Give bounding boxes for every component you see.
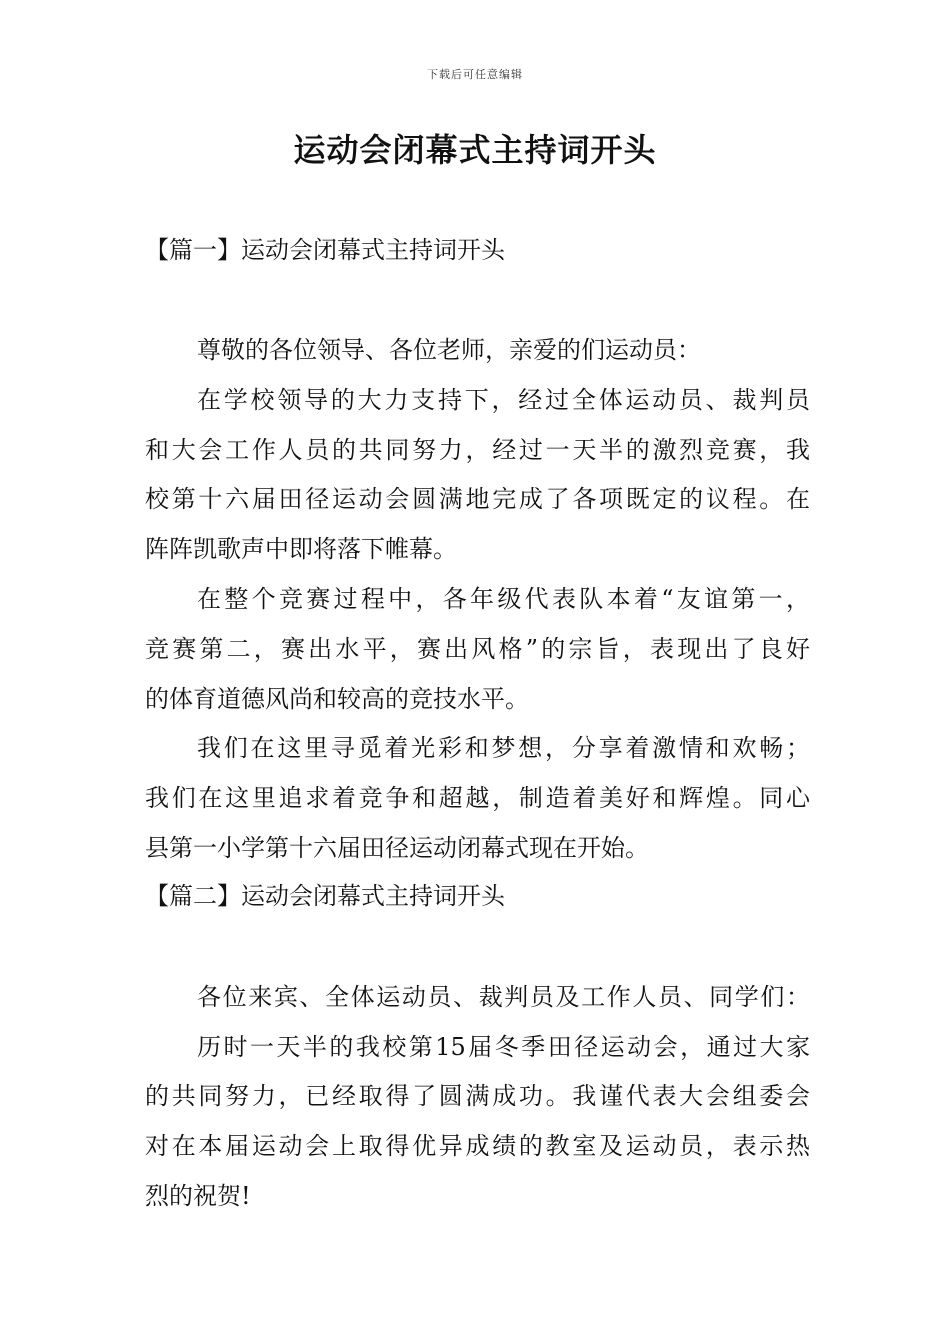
paragraph-line: 我们在这里追求着竞争和超越，制造着美好和辉煌。同心 bbox=[145, 784, 810, 812]
paragraph-line: 和大会工作人员的共同努力，经过一天半的激烈竞赛，我 bbox=[145, 436, 810, 464]
paragraph-line: 我们在这里寻觅着光彩和梦想，分享着激情和欢畅； bbox=[197, 734, 810, 762]
paragraph-line: 县第一小学第十六届田径运动闭幕式现在开始。 bbox=[145, 834, 649, 862]
document-title: 运动会闭幕式主持词开头 bbox=[293, 131, 657, 169]
paragraph-line: 对在本届运动会上取得优异成绩的教室及运动员，表示热 bbox=[145, 1132, 810, 1160]
salutation-2: 各位来宾、全体运动员、裁判员及工作人员、同学们： bbox=[197, 983, 810, 1011]
section-heading-1: 【篇一】运动会闭幕式主持词开头 bbox=[145, 236, 505, 264]
section-heading-2: 【篇二】运动会闭幕式主持词开头 bbox=[145, 882, 505, 910]
salutation-1: 尊敬的各位领导、各位老师，亲爱的们运动员： bbox=[197, 336, 701, 364]
paragraph-line: 的共同努力，已经取得了圆满成功。我谨代表大会组委会 bbox=[145, 1082, 810, 1110]
paragraph-line: 阵阵凯歌声中即将落下帷幕。 bbox=[145, 535, 457, 563]
paragraph-line: 历时一天半的我校第15届冬季田径运动会，通过大家 bbox=[197, 1033, 810, 1061]
paragraph-line: 的体育道德风尚和较高的竞技水平。 bbox=[145, 685, 529, 713]
paragraph-line: 烈的祝贺! bbox=[145, 1182, 251, 1210]
paragraph-line: 校第十六届田径运动会圆满地完成了各项既定的议程。在 bbox=[145, 485, 810, 513]
paragraph-line: 在学校领导的大力支持下，经过全体运动员、裁判员 bbox=[197, 386, 810, 414]
paragraph-line: 竞赛第二，赛出水平，赛出风格”的宗旨，表现出了良好 bbox=[145, 635, 810, 663]
paragraph-line: 在整个竞赛过程中，各年级代表队本着“友谊第一， bbox=[197, 585, 810, 613]
header-note: 下载后可任意编辑 bbox=[427, 68, 523, 81]
